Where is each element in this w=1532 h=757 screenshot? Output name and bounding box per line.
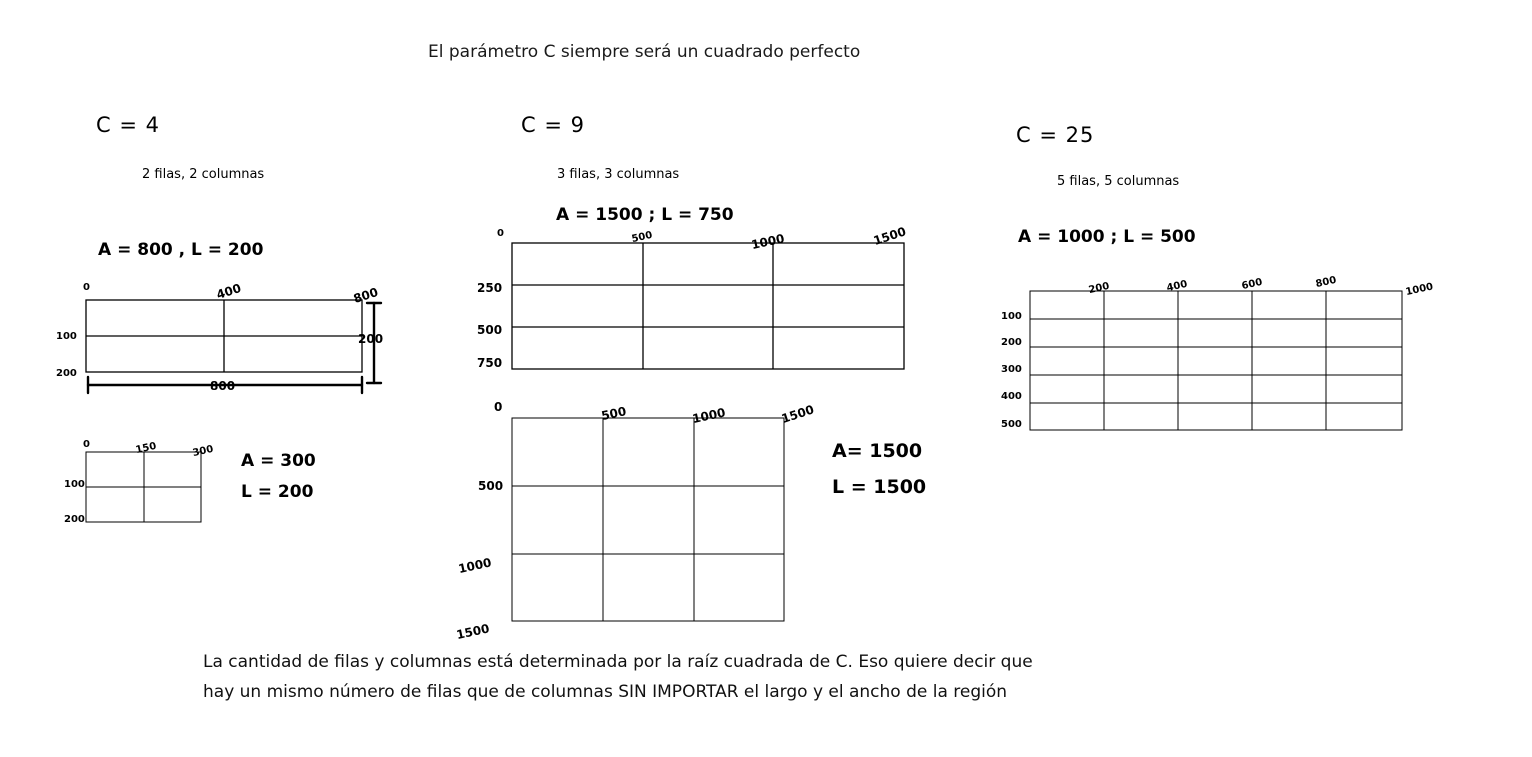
xtick-c4b-1: 150 [134,440,158,456]
ytick-c9b-2: 1000 [457,555,493,576]
ytick-c25-1: 200 [1001,337,1022,348]
case-annotation-c25: A = 1000 ; L = 500 [1018,227,1196,247]
ytick-c25-2: 300 [1001,364,1022,375]
ytick-c4b-2: 200 [64,514,85,525]
dim-height-c4: 200 [358,332,384,346]
grid-c9-main [510,240,930,380]
xtick-c9-0: 0 [497,228,504,239]
xtick-c25-4: 800 [1314,274,1338,290]
xtick-c25-3: 600 [1240,276,1264,292]
xtick-c9-1: 500 [630,229,654,245]
xtick-c4b-2: 300 [191,443,215,459]
case-sublabel-c25: 5 filas, 5 columnas [1057,174,1180,189]
ytick-c4-2: 200 [56,368,77,379]
ytick-c9b-3: 1500 [455,621,491,642]
case-label-c4: C = 4 [96,113,160,137]
annotation-l-c9b: L = 1500 [832,476,927,498]
ytick-c9b-1: 500 [478,479,504,493]
grid-c4-second [84,450,224,540]
xtick-c4-2: 800 [351,284,380,306]
annotation-a-c4b: A = 300 [241,451,316,471]
xtick-c9b-0: 0 [494,400,503,414]
xtick-c9b-2: 1000 [691,405,727,426]
case-label-c25: C = 25 [1016,123,1095,147]
ytick-c25-4: 500 [1001,419,1022,430]
ytick-c25-3: 400 [1001,391,1022,402]
ytick-c9-1: 250 [477,281,503,295]
case-sublabel-c4: 2 filas, 2 columnas [142,167,265,182]
case-annotation-c9: A = 1500 ; L = 750 [556,205,734,225]
case-annotation-c4: A = 800 , L = 200 [98,240,264,260]
page-title: El parámetro C siempre será un cuadrado perfecto [428,42,861,62]
xtick-c4-1: 400 [214,280,243,302]
xtick-c25-5: 1000 [1404,281,1435,298]
xtick-c25-1: 200 [1087,280,1111,296]
case-label-c9: C = 9 [521,113,585,137]
ytick-c25-0: 100 [1001,311,1022,322]
dim-width-c4: 800 [210,379,236,393]
case-sublabel-c9: 3 filas, 3 columnas [557,167,680,182]
annotation-a-c9b: A= 1500 [832,440,923,462]
ytick-c4b-1: 100 [64,479,85,490]
footer-line-1: La cantidad de filas y columnas está determinada por la raíz cuadrada de C. Eso quiere decir que [203,652,1033,672]
grid-c25-main [1028,288,1448,438]
xtick-c9b-3: 1500 [779,402,816,426]
xtick-c9-3: 1500 [871,224,908,248]
footer-line-2: hay un mismo número de filas que de columnas SIN IMPORTAR el largo y el ancho de la región [203,682,1008,702]
xtick-c25-2: 400 [1165,278,1189,294]
xtick-c4-0: 0 [83,282,90,293]
ytick-c9-2: 500 [477,323,503,337]
xtick-c9b-1: 500 [600,404,628,423]
xtick-c4b-0: 0 [83,439,90,450]
ytick-c4-1: 100 [56,331,77,342]
grid-c9-second [510,415,810,625]
annotation-l-c4b: L = 200 [241,482,314,502]
xtick-c9-2: 1000 [750,231,786,252]
ytick-c9-3: 750 [477,356,503,370]
